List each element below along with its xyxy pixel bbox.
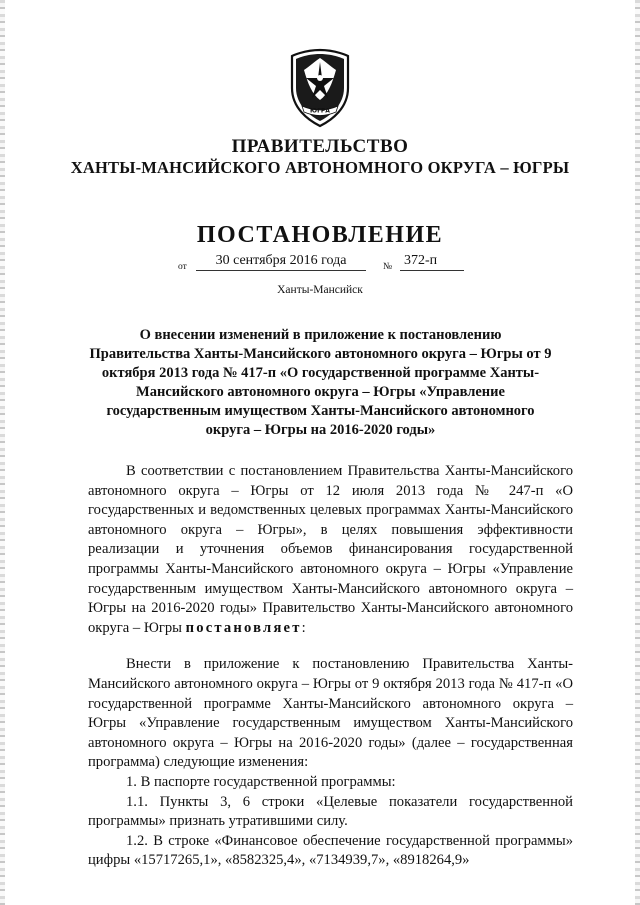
- item-1-1-paragraph: 1.1. Пункты 3, 6 строки «Целевые показатели государственной программы» признать утратившими силу.: [88, 793, 573, 830]
- item-1-paragraph: 1. В паспорте государственной программы:: [126, 773, 396, 790]
- document-subject: О внесении изменений в приложение к постановлению Правительства Ханты-Мансийского автономного округа – Югры от 9 октября 2013 года № 417-п «О государственной программе Ханты-Мансийского автономного округа – Югры «Управление государственным имуществом Ханты-Мансийского автономного округа – Югры на 2016-2020 годы»: [89, 327, 552, 438]
- amendment-intro-paragraph: Внести в приложение к постановлению Правительства Ханты-Мансийского автономного округа – Югры от 9 октября 2013 года № 417-п «О государственной программе Ханты-Мансийского автономного округа – Югры «Управление государственным имуществом Ханты-Мансийского автономного округа – Югры на 2016-2020 годы» (далее – государственная программа) следующие изменения:: [88, 656, 573, 771]
- government-subtitle: ХАНТЫ-МАНСИЙСКОГО АВТОНОМНОГО ОКРУГА – ЮГРЫ: [70, 158, 570, 177]
- item-1-2-paragraph: 1.2. В строке «Финансовое обеспечение государственной программы» цифры «15717265,1», «8582325,4», «7134939,7», «8918264,9»: [88, 832, 573, 869]
- date-label: от: [178, 262, 187, 272]
- preamble-end: :: [301, 619, 306, 636]
- document-date: 30 сентября 2016 года: [196, 253, 366, 271]
- resolves-word: постановляет: [185, 619, 302, 636]
- city: Ханты-Мансийск: [277, 284, 363, 296]
- document-type: ПОСТАНОВЛЕНИЕ: [196, 222, 444, 248]
- document-number: 372-п: [400, 253, 464, 271]
- emblem-ribbon-text: ЮГРА: [310, 107, 330, 115]
- government-title: ПРАВИТЕЛЬСТВО: [231, 136, 409, 157]
- number-label: №: [383, 262, 393, 272]
- preamble-paragraph: [88, 462, 573, 638]
- khmao-coat-of-arms-icon: [284, 48, 356, 128]
- date-number-row: [178, 253, 478, 277]
- document-body: [88, 462, 573, 871]
- preamble-text: В соответствии с постановлением Правительства Ханты-Мансийского автономного округа – Югры от 12 июля 2013 года № 247-п «О государственных и ведомственных целевых программах Ханты-Мансийского автономного округа – Югры», в целях повышения эффективности реализации и уточнения объемов финансирования государственной программы Ханты-Мансийского автономного округа – Югры «Управление государственным имуществом Ханты-Мансийского автономного округа – Югры на 2016-2020 годы» Правительство Ханты-Мансийского автономного округа – Югры: [88, 463, 573, 636]
